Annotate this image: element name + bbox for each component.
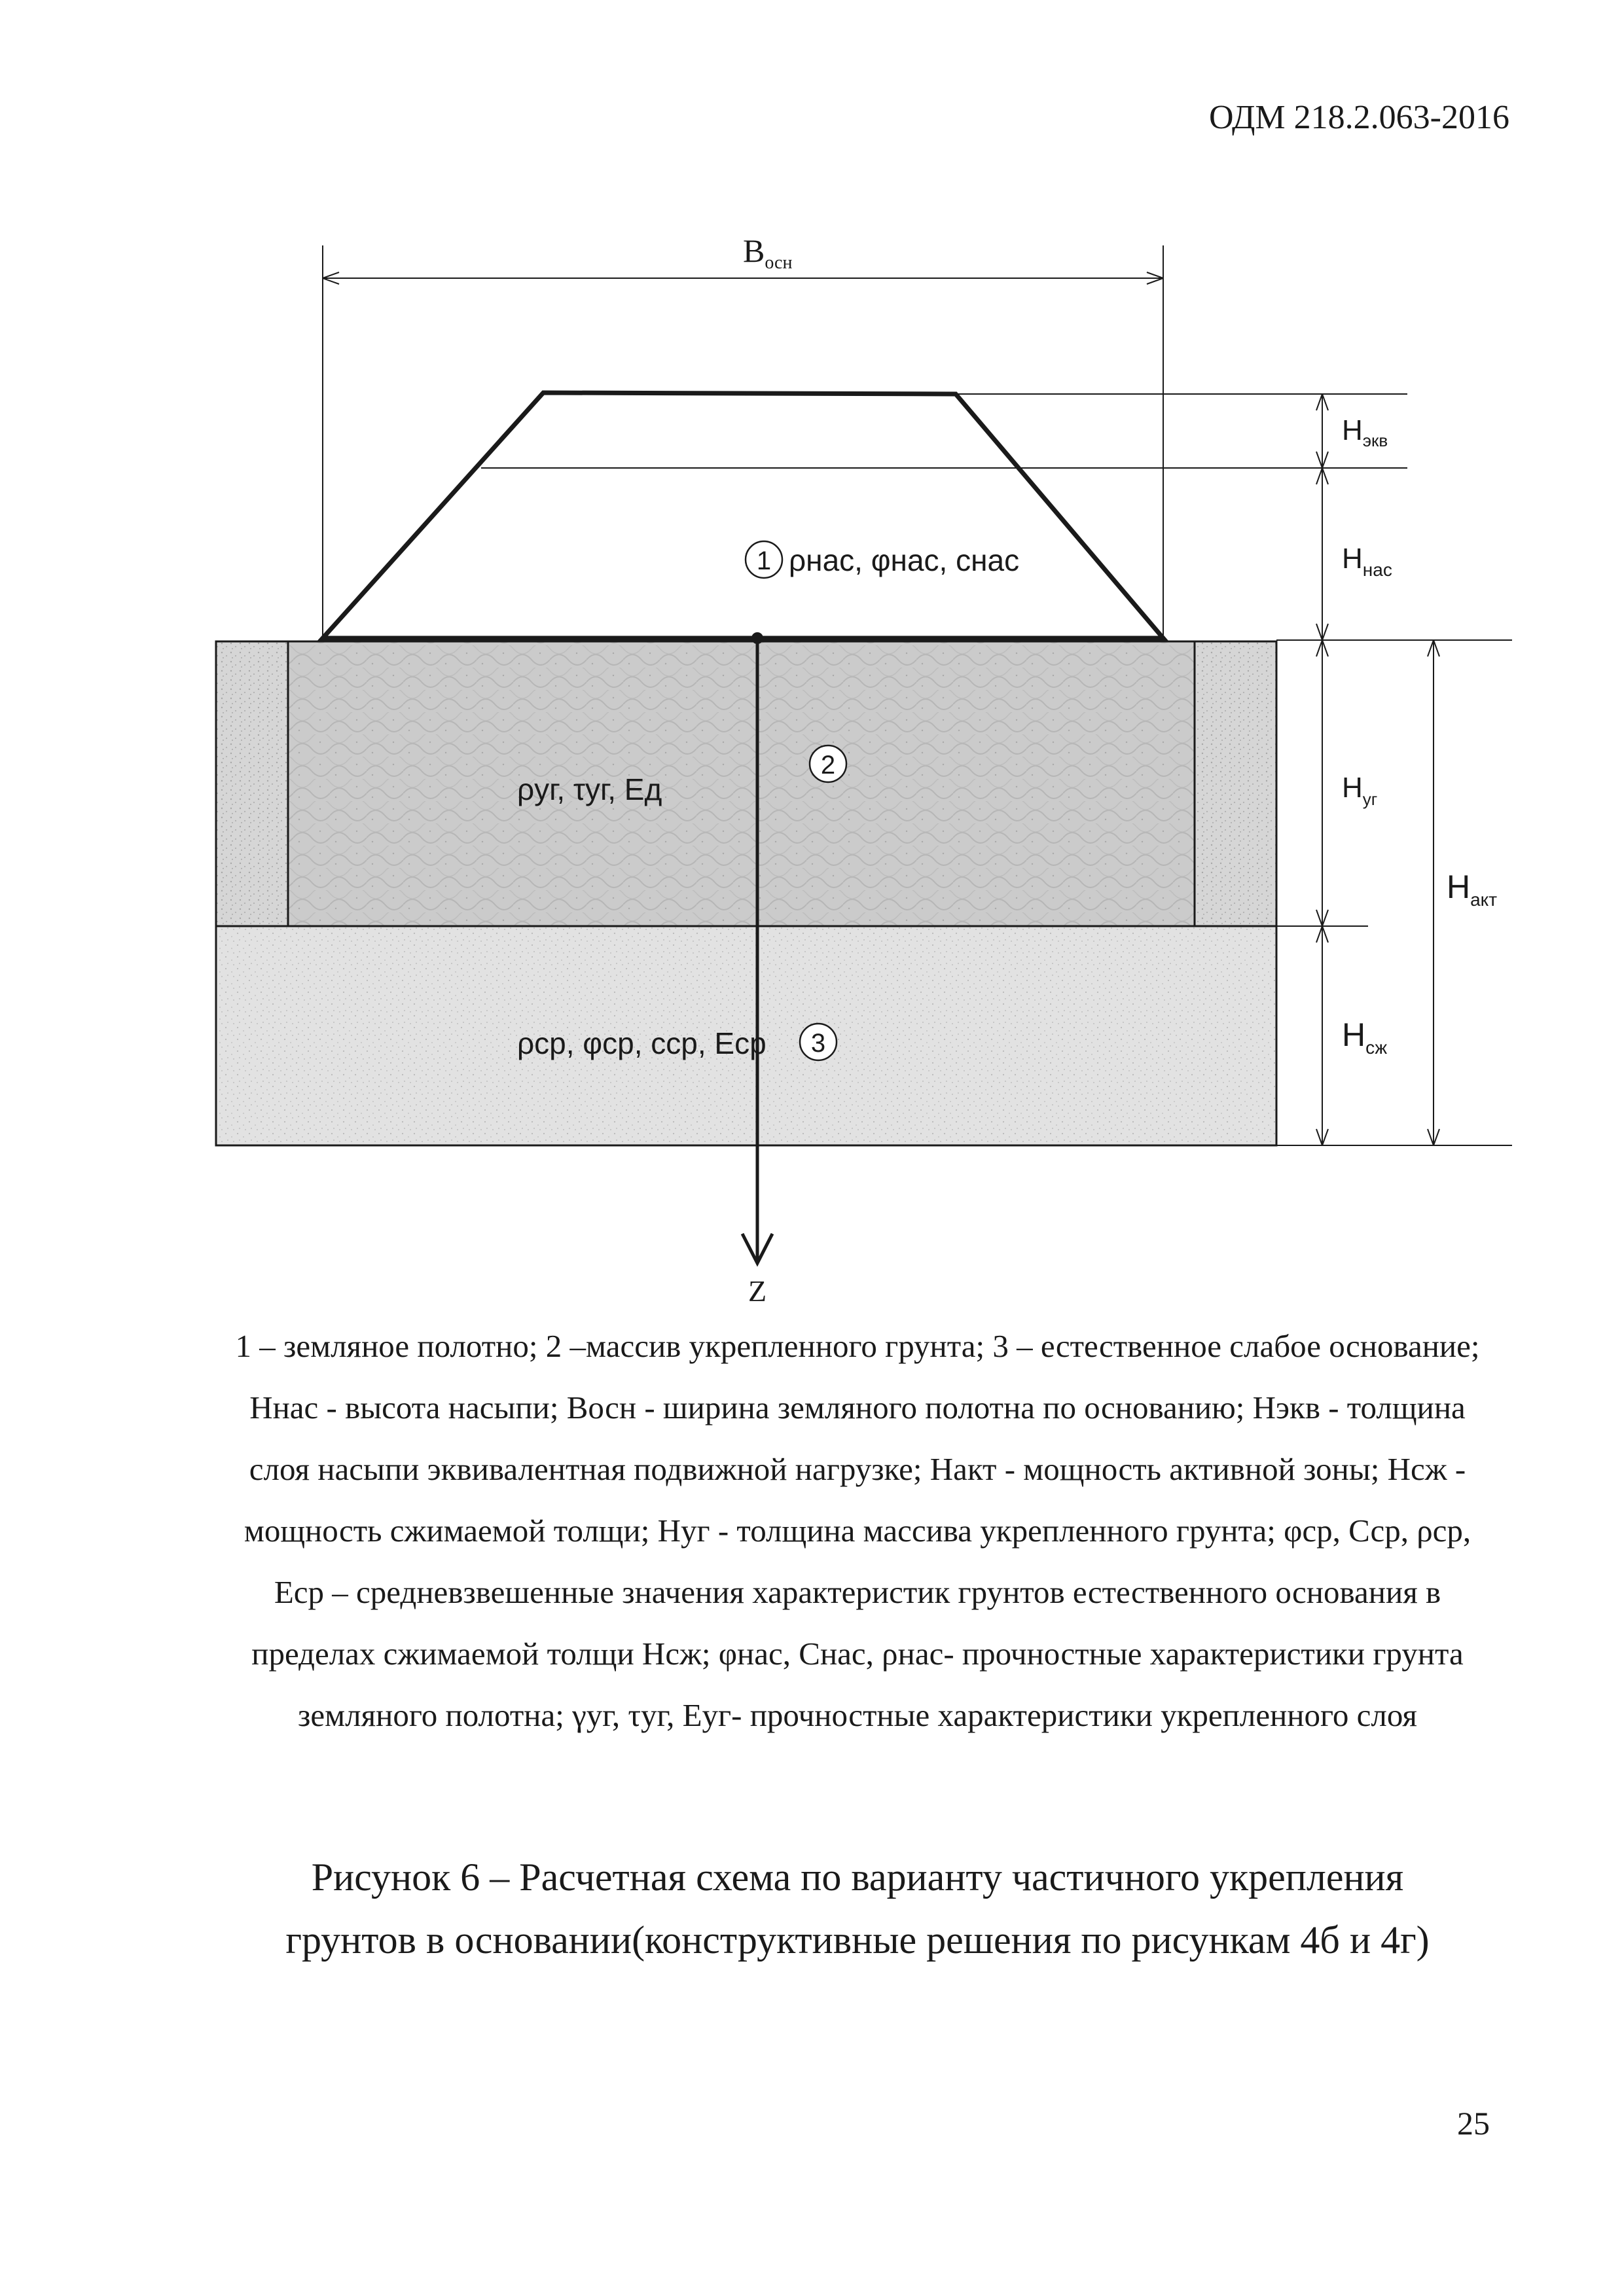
- page-number: 25: [1457, 2105, 1490, 2142]
- layer2-reinforced-soil: [288, 641, 1195, 926]
- legend-line-4: мощность сжимаемой толщи; Hуг - толщина массива укрепленного грунта; φср, Сср, ρср,: [244, 1513, 1471, 1549]
- figure-legend: [216, 1316, 1499, 1746]
- legend-line-6: пределах сжимаемой толщи Hсж; φнас, Снас, ρнас- прочностные характеристики грунта: [251, 1636, 1464, 1672]
- legend-line-2: Hнас - высота насыпи; Bосн - ширина земляного полотна по основанию; Hэкв - толщина: [249, 1390, 1466, 1426]
- document-code: ОДМ 218.2.063-2016: [1209, 99, 1509, 136]
- legend-line-3: слоя насыпи эквивалентная подвижной нагрузке; Hакт - мощность активной зоны; Hсж -: [249, 1451, 1466, 1487]
- caption-line-2: грунтов в основании(конструктивные решения по рисункам 4б и 4г): [285, 1918, 1430, 1962]
- layer1-embankment: [323, 393, 1163, 638]
- b-osn-label: $B_{осн}$: [743, 232, 793, 273]
- layer3-params: ρср, φср, сср, Eср: [517, 1026, 767, 1060]
- left-edge-soil: [216, 641, 288, 926]
- h-szh-label: $H_{сж}$: [1342, 1016, 1388, 1058]
- layer2-number: 2: [820, 751, 836, 780]
- layer2-params: ρуг, τуг, Eд: [517, 772, 662, 806]
- layer1-params: ρнас, φнас, снас: [789, 543, 1020, 577]
- h-ekv-label: $H_{экв}$: [1342, 414, 1388, 450]
- legend-line-5: Eср – средневзвешенные значения характеристик грунтов естественного основания в: [274, 1574, 1441, 1610]
- figure-caption: [216, 1846, 1499, 1971]
- legend-line-7: земляного полотна; γуг, τуг, Eуг- прочностные характеристики укрепленного слоя: [298, 1697, 1417, 1733]
- right-edge-soil: [1195, 641, 1276, 926]
- h-akt-label: $H_{акт}$: [1447, 869, 1498, 910]
- layer3-number: 3: [810, 1029, 826, 1058]
- z-axis-label: Z: [748, 1274, 767, 1308]
- h-ug-label: $H_{уг}$: [1342, 772, 1378, 809]
- h-nas-label: $H_{нас}$: [1342, 543, 1392, 580]
- layer1-number: 1: [756, 547, 772, 575]
- caption-line-1: Рисунок 6 – Расчетная схема по варианту частичного укрепления: [311, 1856, 1404, 1899]
- legend-line-1: 1 – земляное полотно; 2 –массив укрепленного грунта; 3 – естественное слабое основание;: [235, 1328, 1480, 1364]
